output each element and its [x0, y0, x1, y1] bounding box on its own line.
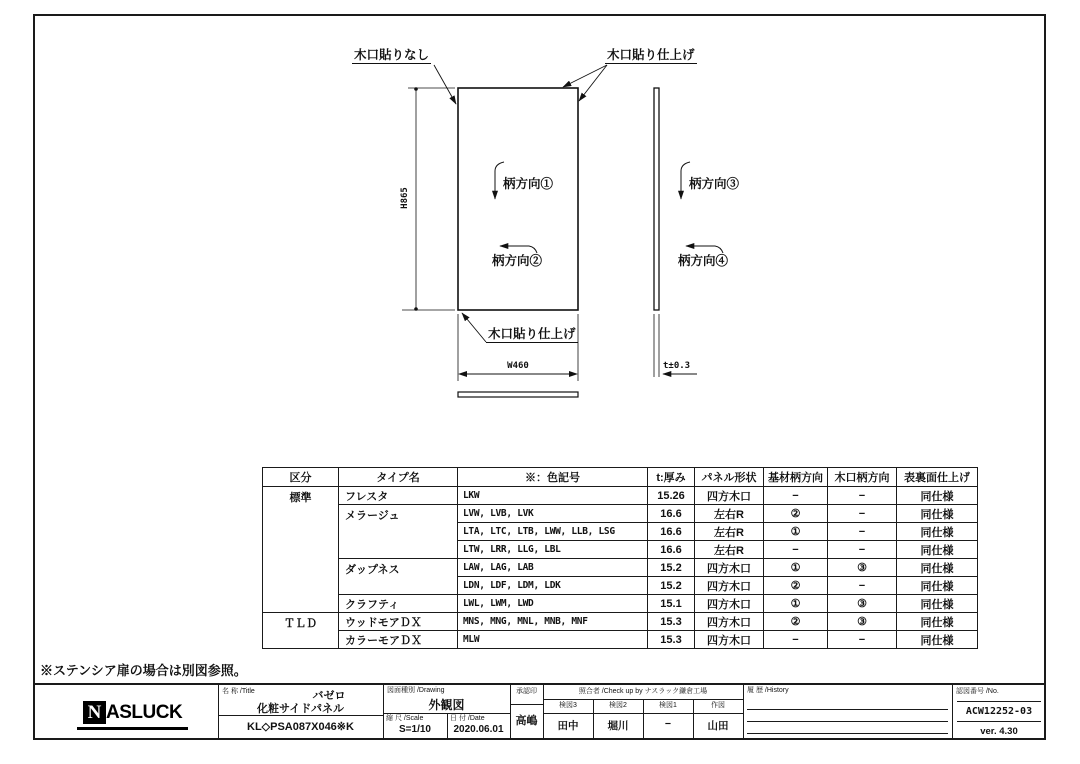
table-row: [263, 631, 978, 649]
cell-panel-shape: 左右R: [695, 541, 764, 559]
cell-edge-grain: −: [828, 577, 897, 595]
draughter-label: 作図: [711, 702, 725, 709]
cell-thickness: 15.26: [648, 487, 695, 505]
cell-thickness: 16.6: [648, 505, 695, 523]
cell-thickness: 15.1: [648, 595, 695, 613]
drawing-type-value: 外観図: [428, 698, 465, 712]
label-no-edge-banding: 木口貼りなし: [354, 48, 430, 62]
cell-thickness: 15.3: [648, 631, 695, 649]
label-edge-banding-bottom: 木口貼り仕上げ: [488, 327, 576, 341]
cell-panel-shape: 四方木口: [695, 487, 764, 505]
column-header: タイプ名: [339, 468, 458, 487]
cell-panel-shape: 四方木口: [695, 613, 764, 631]
cell-panel-shape: 左右R: [695, 523, 764, 541]
cell-base-grain: ①: [764, 559, 828, 577]
cell-panel-shape: 四方木口: [695, 595, 764, 613]
divider: [218, 715, 383, 716]
label-grain-direction-4: 柄方向④: [678, 254, 729, 268]
cell-finish: 同仕様: [897, 577, 978, 595]
front-panel-outline: [458, 88, 578, 310]
cell-thickness: 16.6: [648, 523, 695, 541]
name-label: 名 称 /Title: [222, 688, 255, 695]
cell-finish: 同仕様: [897, 523, 978, 541]
column-header: パネル形状: [695, 468, 764, 487]
cell-color-codes: LTA, LTC, LTB, LWW, LLB, LSG: [458, 523, 648, 541]
version: ver. 4.30: [980, 726, 1018, 737]
check3-label: 検図3: [559, 702, 577, 709]
cell-finish: 同仕様: [897, 559, 978, 577]
history-line: [747, 733, 948, 734]
cell-thickness: 16.6: [648, 541, 695, 559]
cell-thickness: 15.3: [648, 613, 695, 631]
column-header: 基材柄方向: [764, 468, 828, 487]
cell-edge-grain: ③: [828, 595, 897, 613]
draughter-stamp: 山田: [707, 720, 729, 732]
cell-type: クラフティ: [339, 595, 458, 613]
cell-base-grain: −: [764, 631, 828, 649]
cell-panel-shape: 四方木口: [695, 631, 764, 649]
column-header: 表裏面仕上げ: [897, 468, 978, 487]
cell-edge-grain: ③: [828, 613, 897, 631]
cell-finish: 同仕様: [897, 595, 978, 613]
cell-type: メラージュ: [339, 505, 458, 559]
cell-base-grain: ①: [764, 595, 828, 613]
cell-base-grain: ②: [764, 577, 828, 595]
check2-label: 検図2: [609, 702, 627, 709]
check1-label: 検図1: [659, 702, 677, 709]
cell-edge-grain: ③: [828, 559, 897, 577]
spec-table: [262, 467, 978, 649]
divider: [957, 721, 1041, 722]
cell-edge-grain: −: [828, 487, 897, 505]
check3-stamp: 田中: [557, 720, 579, 732]
cell-color-codes: LKW: [458, 487, 648, 505]
cell-thickness: 15.2: [648, 577, 695, 595]
cell-finish: 同仕様: [897, 541, 978, 559]
cell-edge-grain: −: [828, 505, 897, 523]
title-block: [35, 683, 1044, 738]
stencia-note: ※ステンシア扉の場合は別図参照。: [40, 663, 247, 678]
cell-color-codes: LVW, LVB, LVK: [458, 505, 648, 523]
side-panel-outline: [654, 88, 659, 310]
drawing-no-label: 認図番号 /No.: [956, 688, 999, 695]
cell-type: カラーモアＤＸ: [339, 631, 458, 649]
divider: [510, 704, 543, 705]
date-label: 日 付 /Date: [450, 715, 485, 722]
checkup-label: 照合者 /Check up by ナスラック鎌倉工場: [578, 688, 708, 695]
cell-base-grain: −: [764, 487, 828, 505]
cell-color-codes: LDN, LDF, LDM, LDK: [458, 577, 648, 595]
cell-edge-grain: −: [828, 523, 897, 541]
date-value: 2020.06.01: [453, 724, 504, 735]
divider: [743, 685, 744, 740]
logo-text: ASLUCK: [106, 701, 183, 723]
table-row: [263, 487, 978, 505]
cell-category: ＴＬＤ: [263, 613, 339, 649]
cell-type: フレスタ: [339, 487, 458, 505]
approval-stamp: 高嶋: [515, 715, 538, 727]
product-code: KL◇PSA087X046※K: [247, 721, 354, 733]
drawing-type-label: 図面種別 /Drawing: [387, 687, 445, 694]
cell-panel-shape: 四方木口: [695, 559, 764, 577]
cell-type: ダップネス: [339, 559, 458, 595]
cell-color-codes: MLW: [458, 631, 648, 649]
height-dimension: H865: [400, 187, 410, 209]
product-series: バゼロ: [312, 690, 346, 702]
approval-label: 承認印: [516, 688, 537, 695]
table-row: [263, 595, 978, 613]
column-header: 木口柄方向: [828, 468, 897, 487]
cell-color-codes: LWL, LWM, LWD: [458, 595, 648, 613]
table-header-row: [263, 468, 978, 487]
product-name: 化粧サイドパネル: [256, 703, 344, 715]
table-row: [263, 505, 978, 523]
cell-edge-grain: −: [828, 541, 897, 559]
label-grain-direction-1: 柄方向①: [503, 177, 554, 191]
table-row: [263, 559, 978, 577]
cell-base-grain: ②: [764, 613, 828, 631]
cell-panel-shape: 四方木口: [695, 577, 764, 595]
thickness-dimension: t±0.3: [663, 361, 691, 371]
cell-base-grain: ②: [764, 505, 828, 523]
cell-finish: 同仕様: [897, 505, 978, 523]
cell-base-grain: ①: [764, 523, 828, 541]
cell-color-codes: LAW, LAG, LAB: [458, 559, 648, 577]
cell-base-grain: −: [764, 541, 828, 559]
scale-label: 縮 尺 /Scale: [386, 715, 424, 722]
drawing-no-value: ACW12252-03: [965, 706, 1033, 717]
history-line: [747, 709, 948, 710]
label-grain-direction-3: 柄方向③: [689, 177, 740, 191]
nasluck-logo: [77, 701, 188, 730]
divider: [957, 701, 1041, 702]
cell-type: ウッドモアＤＸ: [339, 613, 458, 631]
check2-stamp: 堀川: [607, 720, 629, 732]
cell-finish: 同仕様: [897, 631, 978, 649]
table-row: [263, 613, 978, 631]
cell-finish: 同仕様: [897, 613, 978, 631]
cell-panel-shape: 左右R: [695, 505, 764, 523]
cell-edge-grain: −: [828, 631, 897, 649]
column-header: t:厚み: [648, 468, 695, 487]
column-header: ※：色記号: [458, 468, 648, 487]
cell-color-codes: LTW, LRR, LLG, LBL: [458, 541, 648, 559]
scale-value: S=1/10: [399, 724, 431, 735]
cell-color-codes: MNS, MNG, MNL, MNB, MNF: [458, 613, 648, 631]
cell-finish: 同仕様: [897, 487, 978, 505]
bottom-view-outline: [458, 392, 578, 397]
history-line: [747, 721, 948, 722]
label-grain-direction-2: 柄方向②: [492, 254, 543, 268]
column-header: 区分: [263, 468, 339, 487]
cell-thickness: 15.2: [648, 559, 695, 577]
cell-category: 標準: [263, 487, 339, 613]
check1-stamp: −: [664, 718, 672, 730]
label-edge-banding-top: 木口貼り仕上げ: [607, 48, 695, 62]
logo-initial: N: [83, 701, 106, 724]
history-label: 履 歴 /History: [747, 687, 789, 694]
width-dimension: W460: [507, 361, 529, 371]
